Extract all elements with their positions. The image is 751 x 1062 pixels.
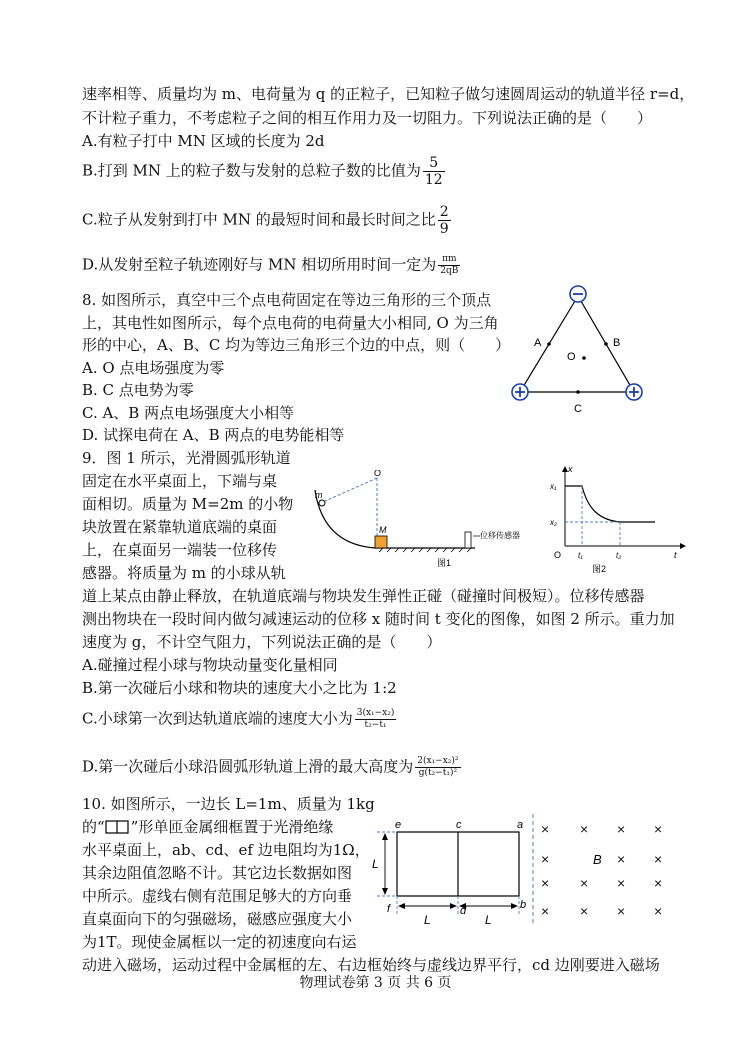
q9-figure-1 — [305, 470, 540, 568]
fraction-denominator: 9 — [439, 221, 449, 237]
q7-option-b-fraction — [423, 155, 445, 188]
q7-option-d-fraction — [438, 254, 460, 277]
field-cross-icon: × — [580, 875, 589, 891]
label-b: B — [613, 337, 621, 349]
label-o: O — [374, 470, 382, 478]
axis-label-t: t — [674, 550, 677, 560]
label-o: O — [567, 351, 576, 363]
fraction-denominator: 12 — [424, 172, 443, 188]
fraction-numerator: πm — [438, 254, 460, 266]
label-f: f — [387, 903, 391, 915]
q10-line-1: 10. 如图所示，一边长 L=1m、质量为 1kg — [82, 795, 375, 813]
fraction-numerator: 2 — [439, 204, 449, 220]
q8-option-c: C. A、B 两点电场强度大小相等 — [82, 404, 295, 422]
q8-option-b: B. C 点电势为零 — [82, 381, 194, 399]
q8-option-d: D. 试探电荷在 A、B 两点的电势能相等 — [82, 426, 345, 444]
q10-line-5: 中所示。虚线右侧有范围足够大的方向垂 — [82, 887, 353, 905]
label-block-m: M — [379, 525, 387, 535]
frame-shape-icon — [105, 820, 131, 834]
q10-line-6: 直桌面向下的匀强磁场，磁感应强度大小 — [82, 910, 353, 928]
ball-m — [319, 500, 325, 506]
field-cross-icon: × — [617, 821, 626, 837]
field-cross-icon: × — [654, 903, 663, 919]
q7-option-d — [82, 254, 460, 277]
label-c: c — [456, 819, 462, 831]
q7-option-a: A.有粒子打中 MN 区域的长度为 2d — [82, 132, 325, 150]
label-width-l-1: L — [424, 913, 431, 927]
q8-line-1: 8. 如图所示，真空中三个点电荷固定在等边三角形的三个顶点 — [82, 291, 492, 309]
field-cross-icon: × — [617, 875, 626, 891]
q9-option-d — [82, 756, 461, 779]
q7-line-1: 速率相等、质量均为 m、电荷量为 q 的正粒子，已知粒子做匀速圆周运动的轨道半径 r=d， — [82, 85, 695, 103]
label-width-l-2: L — [485, 913, 492, 927]
positive-charge-icon-left — [512, 384, 528, 400]
tick-label-t1: t₁ — [578, 551, 583, 560]
q8-triangle-figure — [500, 278, 660, 418]
q10-line-2-start: 的“ — [82, 818, 105, 836]
label-sensor: 位移传感器 — [480, 531, 520, 540]
field-cross-icon: × — [617, 851, 626, 867]
block-m — [375, 536, 387, 548]
q9-option-d-text: D.第一次碰后小球沿圆弧形轨道上滑的最大高度为 — [82, 757, 414, 776]
q9-line-1: 9．图 1 所示，光滑圆弧形轨道 — [82, 449, 291, 467]
magnetic-field-crosses — [541, 821, 662, 919]
field-cross-icon: × — [654, 851, 663, 867]
q10-line-7: 为1T。现使金属框以一定的初速度向右运 — [82, 933, 357, 951]
q10-frame-figure — [365, 812, 685, 930]
q9-option-a: A.碰撞过程小球与物块动量变化量相同 — [82, 656, 338, 674]
height-arrow-up — [382, 833, 388, 840]
t-axis-arrow — [680, 543, 686, 549]
q7-option-b-text: B.打到 MN 上的粒子数与发射的总粒子数的比值为 — [82, 161, 421, 180]
q7-line-2: 不计粒子重力，不考虑粒子之间的相互作用力及一切阻力。下列说法正确的是（ ） — [82, 109, 653, 127]
q9-option-b: B.第一次碰后小球和物块的速度大小之比为 1:2 — [82, 679, 397, 697]
field-cross-icon: × — [617, 903, 626, 919]
label-field-b: B — [593, 852, 602, 867]
q8-line-3: 形的中心，A、B、C 均为等边三角形三个边的中点，则（ ） — [82, 336, 511, 354]
label-a: a — [517, 819, 524, 831]
q9-line-4: 块放置在紧靠轨道底端的桌面 — [82, 518, 278, 536]
q8-line-2: 上，其电性如图所示，每个点电荷的电荷量大小相同, O 为三角 — [82, 314, 499, 332]
field-cross-icon: × — [654, 875, 663, 891]
q7-option-c-fraction — [438, 204, 451, 237]
page-footer: 物理试卷第 3 页 共 6 页 — [299, 975, 452, 991]
tick-label-x1: x₁ — [550, 482, 557, 491]
point-b-dot — [604, 342, 608, 346]
q9-option-c — [82, 708, 396, 731]
label-height-l: L — [372, 857, 379, 871]
tick-label-x2: x₂ — [550, 518, 558, 527]
fraction-denominator: g(t₂−t₁)² — [418, 768, 458, 778]
fraction-numerator: 5 — [423, 155, 445, 172]
q7-option-c — [82, 204, 451, 237]
q9-option-c-text: C.小球第一次到达轨道底端的速度大小为 — [82, 709, 353, 728]
tick-label-t2: t₂ — [616, 551, 622, 560]
label-a: A — [534, 337, 542, 349]
field-cross-icon: × — [654, 821, 663, 837]
width-arrow-left-1 — [398, 903, 405, 909]
q9-line-3: 面相切。质量为 M=2m 的小物 — [82, 495, 294, 513]
q10-line-3: 水平桌面上，ab、cd、ef 边电阻均为1Ω， — [82, 841, 370, 859]
q9-figure-2 — [540, 462, 690, 574]
origin-label: O — [554, 550, 562, 560]
fraction-denominator: 2qB — [440, 266, 459, 276]
figure-1-caption: 图1 — [437, 558, 452, 568]
q9-line-7: 道上某点由静止释放，在轨道底端与物块发生弹性正碰（碰撞时间极短）。位移传感器 — [82, 587, 645, 605]
q9-line-2: 固定在水平桌面上，下端与桌 — [82, 472, 278, 490]
negative-charge-icon — [570, 286, 586, 302]
field-cross-icon: × — [541, 903, 550, 919]
q9-option-c-fraction — [355, 708, 397, 731]
displacement-curve — [565, 486, 655, 522]
fraction-numerator: 3(x₁−x₂) — [356, 708, 395, 718]
field-cross-icon: × — [580, 821, 589, 837]
q9-line-9: 速度为 g，不计空气阻力，下列说法正确的是（ ） — [82, 633, 442, 651]
q9-line-5: 上，在桌面另一端装一位移传 — [82, 541, 278, 559]
label-b: b — [520, 899, 527, 911]
label-d: d — [460, 905, 467, 917]
q10-line-4: 其余边阻值忽略不计。其它边长数据如图 — [82, 864, 353, 882]
figure-2-caption: 图2 — [592, 564, 607, 574]
q9-line-8: 测出物块在一段时间内做匀减速运动的位移 x 随时间 t 变化的图像，如图 2 所示。重力加 — [82, 610, 675, 628]
positive-charge-icon-right — [626, 384, 642, 400]
radius-line-ball — [323, 478, 377, 502]
width-arrow-right-2 — [511, 903, 518, 909]
q10-line-2-end: ”形单匝金属细框置于光滑绝缘 — [130, 818, 334, 836]
axis-label-x: x — [568, 464, 573, 474]
label-e: e — [395, 819, 402, 831]
q10-line-8: 动进入磁场，运动过程中金属框的左、右边框始终与虚线边界平行，cd 边刚要进入磁场 — [82, 956, 660, 974]
displacement-sensor — [465, 532, 471, 548]
field-cross-icon: × — [541, 851, 550, 867]
label-ball-m: m — [315, 490, 323, 500]
point-a-dot — [547, 342, 551, 346]
field-cross-icon: × — [541, 821, 550, 837]
point-c-dot — [576, 390, 580, 394]
q7-option-d-text: D.从发射至粒子轨迹刚好与 MN 相切所用时间一定为 — [82, 255, 437, 274]
fraction-numerator: 2(x₁−x₂)² — [417, 756, 459, 766]
arc-track — [315, 490, 375, 548]
height-arrow-down — [382, 888, 388, 895]
q9-option-d-fraction — [415, 756, 460, 779]
label-c: C — [574, 403, 582, 415]
q7-option-b — [82, 155, 445, 188]
point-o-dot — [582, 356, 586, 360]
width-arrow-right-1 — [450, 903, 457, 909]
field-cross-icon: × — [541, 875, 550, 891]
field-cross-icon: × — [580, 903, 589, 919]
q10-line-2 — [82, 817, 333, 837]
q8-option-a: A. O 点电场强度为零 — [82, 359, 225, 377]
q9-line-6: 感器。将质量为 m 的小球从轨 — [82, 564, 286, 582]
fraction-denominator: t₂−t₁ — [364, 720, 387, 730]
q7-option-c-text: C.粒子从发射到打中 MN 的最短时间和最长时间之比 — [82, 210, 436, 229]
